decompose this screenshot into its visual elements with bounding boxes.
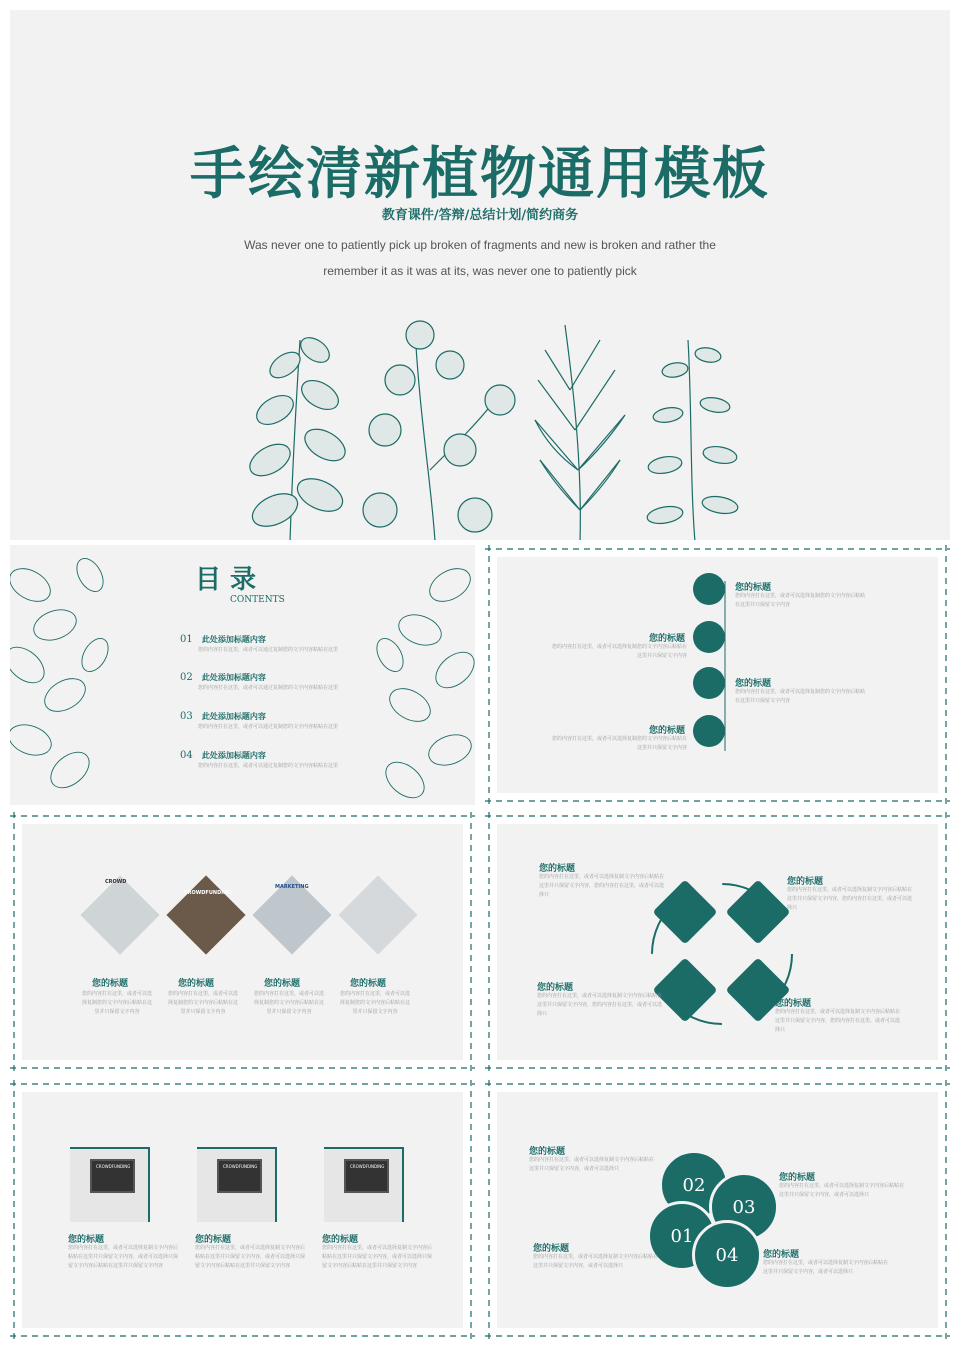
toc-item-number: 01 — [180, 634, 193, 645]
toc-item-label: 此处添加标题内容 — [201, 673, 266, 682]
laptop-item-title: 您的标题 — [322, 1235, 359, 1245]
timeline-item-title: 您的标题 — [649, 726, 686, 736]
petal-item-title: 您的标题 — [533, 1244, 570, 1254]
photo-label: MARKETING — [275, 884, 309, 890]
hero-subtitle: 教育课件/答辩/总结计划/简约商务 — [381, 208, 579, 223]
timeline-item-desc: 您的内容打在这里，或者可以选择复制您的文字内容后粘贴在这里并只保留文字内容 — [552, 644, 688, 659]
hero-english-line-1: Was never one to patiently pick up broken of fragments and new is broken and rather the — [244, 238, 716, 252]
toc-item[interactable] — [180, 627, 348, 654]
cycle-item-desc: 您的内容打在这里，或者可以选择复制文字内容后粘贴在这里并只保留文字内容，您的内容打在这里，或者可以选择只 — [539, 874, 665, 898]
toc-item[interactable] — [180, 665, 348, 692]
diamond-item-desc: 您的内容打在这里，或者可以选择复制您的文字内容后粘贴在这里并只保留文字内容 — [168, 991, 239, 1015]
toc-item-number: 03 — [180, 711, 193, 722]
petal-number: 04 — [692, 1220, 762, 1290]
toc-item-desc: 您的内容打在这里，或者可以通过复制您的文字内容粘贴在这里 — [198, 724, 339, 730]
cycle-item-desc: 您的内容打在这里，或者可以选择复制文字内容后粘贴在这里并只保留文字内容，您的内容打在这里，或者可以选择只 — [787, 887, 913, 911]
toc-item-desc: 您的内容打在这里，或者可以通过复制您的文字内容粘贴在这里 — [198, 685, 339, 691]
analytics-icon — [693, 667, 725, 699]
cycle-item-desc: 您的内容打在这里，或者可以选择复制文字内容后粘贴在这里并只保留文字内容，您的内容打在这里，或者可以选择只 — [537, 993, 663, 1017]
petal-item-desc: 您的内容打在这里，或者可以选择复制文字内容后粘贴在这里并只保留文字内容，或者可以选择只 — [533, 1254, 659, 1269]
petal-item-desc: 您的内容打在这里，或者可以选择复制文字内容后粘贴在这里并只保留文字内容，或者可以选择只 — [779, 1183, 905, 1198]
laptop-item-title: 您的标题 — [68, 1235, 105, 1245]
laptop-photo — [324, 1147, 404, 1222]
desk-photo — [338, 875, 417, 954]
diamond-item-title: 您的标题 — [264, 979, 301, 989]
cycle-item-title: 您的标题 — [787, 877, 824, 887]
toc-item[interactable] — [180, 743, 348, 770]
presentation-icon — [693, 715, 725, 747]
toc-subtitle: CONTENTS — [230, 595, 285, 605]
timeline-item-desc: 您的内容打在这里，或者可以选择复制您的文字内容后粘贴在这里并只保留文字内容 — [735, 593, 866, 608]
diamond-item-title: 您的标题 — [350, 979, 387, 989]
laptop-screen-label: CROWDFUNDING — [96, 1164, 131, 1169]
toc-item-label: 此处添加标题内容 — [201, 751, 266, 760]
cycle-item-title: 您的标题 — [539, 864, 576, 874]
timeline-slide[interactable] — [485, 545, 950, 805]
team-icon — [693, 621, 725, 653]
diamond-item-desc: 您的内容打在这里，或者可以选择复制您的文字内容后粘贴在这里并只保留文字内容 — [254, 991, 325, 1015]
laptop-photo — [197, 1147, 277, 1222]
diamond-item-desc: 您的内容打在这里，或者可以选择复制您的文字内容后粘贴在这里并只保留文字内容 — [340, 991, 411, 1015]
cycle-item-desc: 您的内容打在这里，或者可以选择复制文字内容后粘贴在这里并只保留文字内容，您的内容打在这里，或者可以选择只 — [775, 1009, 901, 1033]
timeline-item-title: 您的标题 — [735, 583, 772, 593]
photo-label: CROWDFUNDING — [184, 890, 232, 896]
diamond-item-desc: 您的内容打在这里，或者可以选择复制您的文字内容后粘贴在这里并只保留文字内容 — [82, 991, 153, 1015]
hero-slide[interactable] — [10, 10, 950, 540]
crowdfunding-photo — [166, 875, 245, 954]
hero-title: 手绘清新植物通用模板 — [190, 141, 770, 207]
toc-item-label: 此处添加标题内容 — [201, 635, 266, 644]
cycle-item-title: 您的标题 — [537, 983, 574, 993]
petal-item-desc: 您的内容打在这里，或者可以选择复制文字内容后粘贴在这里并只保留文字内容，或者可以选择只 — [763, 1260, 889, 1275]
petal-item-desc: 您的内容打在这里，或者可以选择复制文字内容后粘贴在这里并只保留文字内容，或者可以选择只 — [529, 1157, 655, 1172]
laptop-item-desc: 您的内容打在这里，或者可以选择复制文字内容后粘贴在这里并只保留文字内容，或者可以选择只保留文字内容后粘贴在这里并只保留文字内容 — [195, 1245, 306, 1269]
timeline-item-desc: 您的内容打在这里，或者可以选择复制您的文字内容后粘贴在这里并只保留文字内容 — [552, 736, 688, 751]
petal-number: 03 — [709, 1172, 779, 1242]
cycle-content — [497, 824, 938, 1060]
laptop-item-desc: 您的内容打在这里，或者可以选择复制文字内容后粘贴在这里并只保留文字内容，或者可以选择只保留文字内容后粘贴在这里并只保留文字内容 — [68, 1245, 179, 1269]
laptop-photo — [70, 1147, 150, 1222]
diamond-item-title: 您的标题 — [178, 979, 215, 989]
petal-number: 02 — [659, 1150, 729, 1220]
laptop-photo — [80, 875, 159, 954]
diamond-item-title: 您的标题 — [92, 979, 129, 989]
laptop-screen-label: CROWDFUNDING — [350, 1164, 385, 1169]
timeline-item-desc: 您的内容打在这里，或者可以选择复制您的文字内容后粘贴在这里并只保留文字内容 — [735, 689, 866, 704]
petals-slide[interactable] — [485, 1080, 950, 1340]
diamond-content — [22, 824, 463, 1060]
hand-drawn-plants-illustration — [220, 310, 760, 540]
petal-item-title: 您的标题 — [779, 1173, 816, 1183]
laptops-content — [22, 1092, 463, 1328]
toc-item-desc: 您的内容打在这里，或者可以通过复制您的文字内容粘贴在这里 — [198, 647, 339, 653]
calculator-icon — [693, 573, 725, 605]
photo-label: CROWD — [105, 879, 127, 885]
laptops-slide[interactable] — [10, 1080, 475, 1340]
hero-english-line-2: remember it as it was at its, was never one to patiently pick — [323, 264, 637, 278]
cycle-item-title: 您的标题 — [775, 999, 812, 1009]
hero-english-text — [210, 232, 750, 284]
toc-item[interactable] — [180, 704, 348, 731]
toc-item-label: 此处添加标题内容 — [201, 712, 266, 721]
petal-item-title: 您的标题 — [763, 1250, 800, 1260]
laptop-item-desc: 您的内容打在这里，或者可以选择复制文字内容后粘贴在这里并只保留文字内容，或者可以选择只保留文字内容后粘贴在这里并只保留文字内容 — [322, 1245, 433, 1269]
toc-item-number: 02 — [180, 672, 193, 683]
petals-content — [497, 1092, 938, 1328]
timeline-item-title: 您的标题 — [649, 634, 686, 644]
timeline-content — [497, 557, 938, 793]
petal-item-title: 您的标题 — [529, 1147, 566, 1157]
diamond-photos-slide[interactable] — [10, 812, 475, 1072]
toc-item-desc: 您的内容打在这里，或者可以通过复制您的文字内容粘贴在这里 — [198, 763, 339, 769]
laptop-screen-label: CROWDFUNDING — [223, 1164, 258, 1169]
timeline-item-title: 您的标题 — [735, 679, 772, 689]
toc-item-number: 04 — [180, 750, 193, 761]
toc-slide[interactable] — [10, 545, 475, 805]
laptop-item-title: 您的标题 — [195, 1235, 232, 1245]
toc-title: 目 录 — [195, 565, 257, 595]
petal-number: 01 — [647, 1201, 717, 1271]
cycle-slide[interactable] — [485, 812, 950, 1072]
